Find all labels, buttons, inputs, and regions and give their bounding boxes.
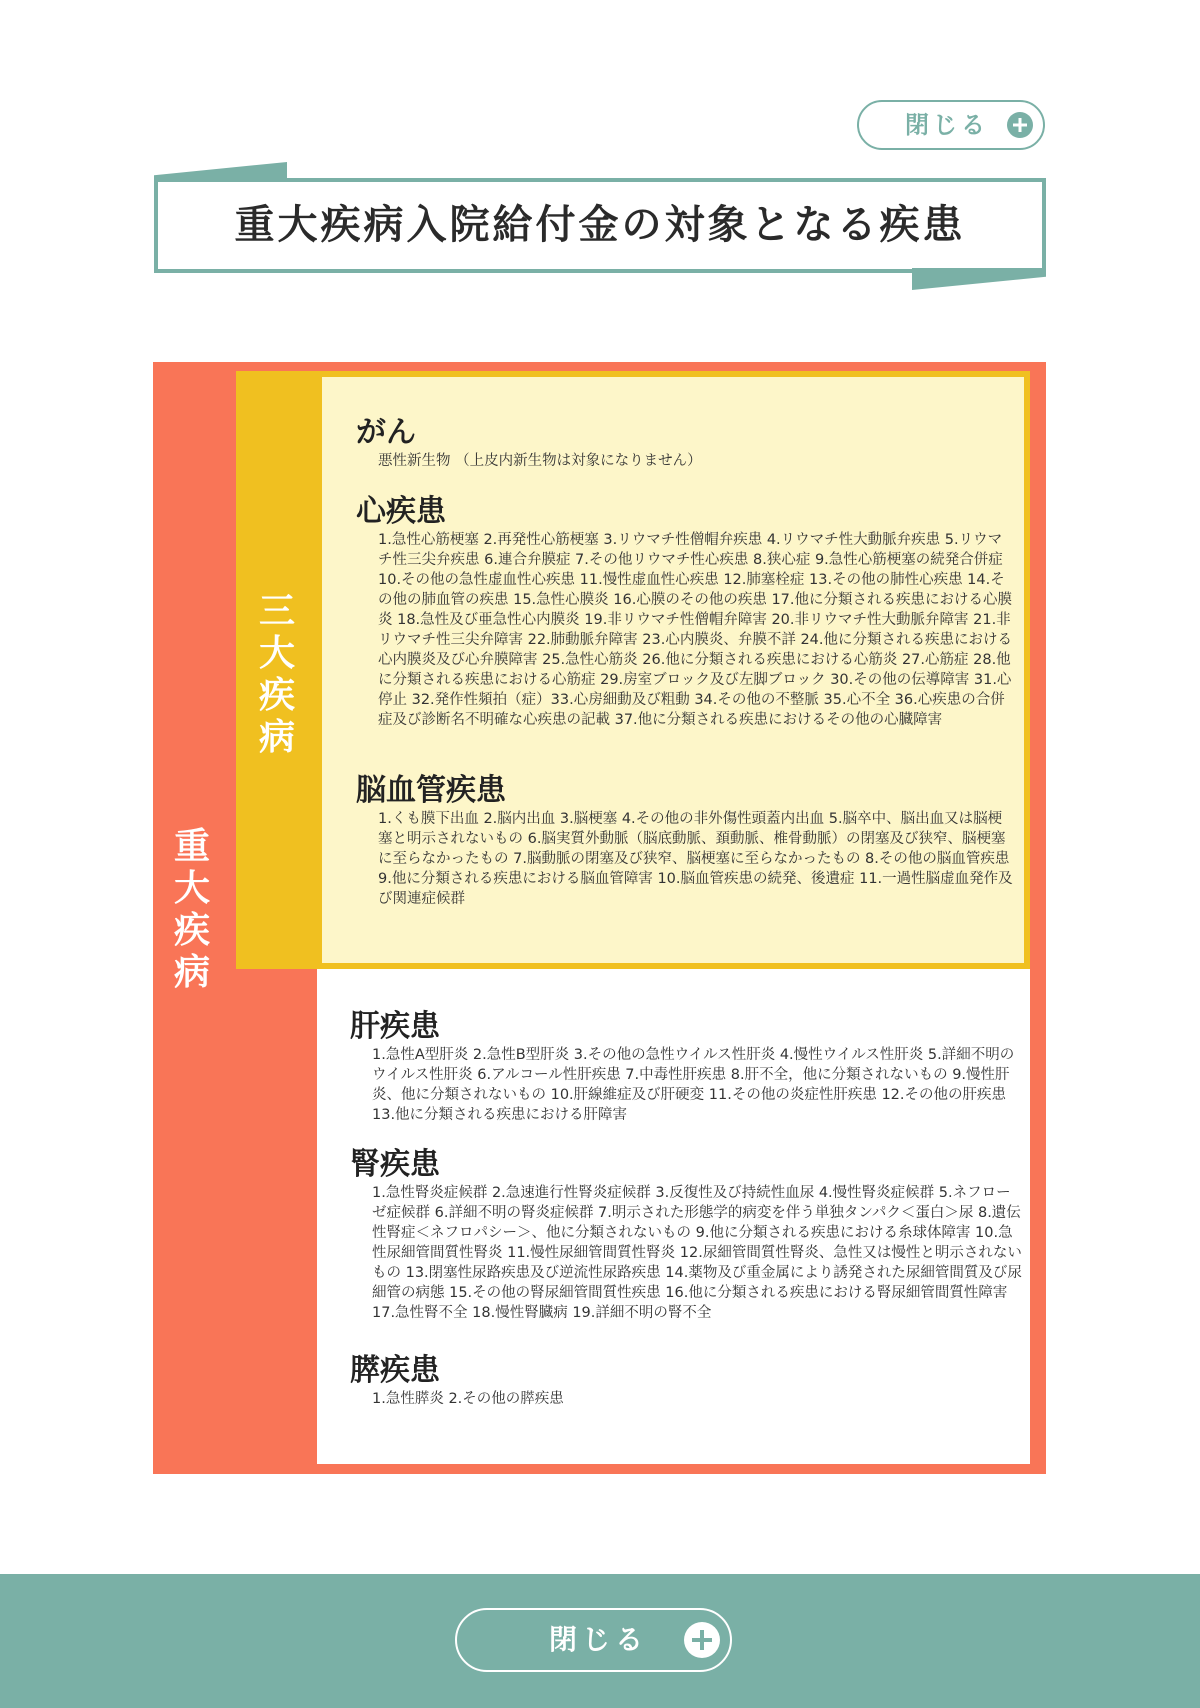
kidney-disease-section: [350, 1147, 1030, 1323]
serious-disease-panel: [153, 362, 1046, 1474]
banner-decoration-right: [912, 268, 1046, 290]
section-heading: 膵疾患: [350, 1353, 440, 1388]
three-major-disease-bar: [236, 371, 317, 969]
section-heading: 肝疾患: [350, 1009, 440, 1044]
section-text: 1.急性心筋梗塞 2.再発性心筋梗塞 3.リウマチ性僧帽弁疾患 4.リウマチ性大動脈弁疾患 5.リウマチ性三尖弁疾患 6.連合弁膜症 7.その他リウマチ性心疾患 8.狭心症 9.急性心筋梗塞の続発合併症 10.その他の急性虚血性心疾患 11.慢性虚血性心疾患 12.肺塞栓症 13.その他の肺性心疾患 14.その他の肺血管の疾患 15.急性心膜炎 16.心膜のその他の疾患 17.他に分類される疾患における心膜炎 18.急性及び亜急性心内膜炎 19.非リウマチ性僧帽弁障害 20.非リウマチ性大動脈弁障害 21.非リウマチ性三尖弁障害 22.肺動脈弁障害 23.心内膜炎、弁膜不詳 24.他に分類される疾患における心内膜炎及び心弁膜障害 25.急性心筋炎 26.他に分類される疾患における心筋炎 27.心筋症 28.他に分類される疾患における心筋症 29.房室ブロック及び左脚ブロック 30.その他の伝導障害 31.心停止 32.発作性頻拍（症）33.心房細動及び粗動 34.その他の不整脈 35.心不全 36.心疾患の合併症及び診断名不明確な心疾患の記載 37.他に分類される疾患におけるその他の心臓障害: [378, 532, 1013, 728]
close-button-label: 閉じる: [905, 111, 989, 139]
plus-circle-icon: [1007, 112, 1033, 138]
pancreas-disease-section: [350, 1353, 1030, 1409]
cerebrovascular-disease-section: [356, 773, 1024, 909]
section-text: 1.急性膵炎 2.その他の膵疾患: [372, 1391, 564, 1407]
close-button-label: 閉じる: [549, 1623, 649, 1656]
plus-circle-icon: [684, 1622, 720, 1658]
close-button-bottom[interactable]: [455, 1608, 732, 1672]
heart-disease-section: [356, 494, 1024, 730]
serious-disease-label: 重大疾病: [173, 826, 210, 993]
section-text: 悪性新生物 （上皮内新生物は対象になりません）: [378, 453, 702, 469]
section-heading: がん: [356, 415, 416, 450]
section-text: 1.急性A型肝炎 2.急性B型肝炎 3.その他の急性ウイルス性肝炎 4.慢性ウイルス性肝炎 5.詳細不明のウイルス性肝炎 6.アルコール性肝疾患 7.中毒性肝疾患 8.肝不全，他に分類されないもの 9.慢性肝炎、他に分類されないもの 10.肝線維症及び肝硬変 11.その他の炎症性肝疾患 12.その他の肝疾患 13.他に分類される疾患における肝障害: [372, 1047, 1015, 1123]
section-text: 1.くも膜下出血 2.脳内出血 3.脳梗塞 4.その他の非外傷性頭蓋内出血 5.脳卒中、脳出血又は脳梗塞と明示されないもの 6.脳実質外動脈（脳底動脈、頚動脈、椎骨動脈）の閉塞及び狭窄、脳梗塞に至らなかったもの 7.脳動脈の閉塞及び狭窄、脳梗塞に至らなかったもの 8.その他の脳血管疾患 9.他に分類される疾患における脳血管障害 10.脳血管疾患の続発、後遺症 11.一過性脳虚血発作及び関連症候群: [378, 811, 1013, 907]
section-heading: 脳血管疾患: [356, 773, 506, 808]
close-button-top[interactable]: [857, 100, 1045, 150]
three-major-disease-box: [316, 371, 1030, 969]
liver-disease-section: [350, 1009, 1030, 1125]
footer-bar: [0, 1574, 1200, 1708]
cancer-section: [356, 415, 1024, 471]
section-heading: 腎疾患: [350, 1147, 440, 1182]
other-disease-box: [317, 969, 1030, 1464]
section-heading: 心疾患: [356, 494, 446, 529]
three-major-disease-label: 三大疾病: [258, 591, 295, 758]
title-banner: [154, 178, 1046, 273]
page-title: 重大疾病入院給付金の対象となる疾患: [234, 202, 966, 248]
section-text: 1.急性腎炎症候群 2.急速進行性腎炎症候群 3.反復性及び持続性血尿 4.慢性腎炎症候群 5.ネフローゼ症候群 6.詳細不明の腎炎症候群 7.明示された形態学的病変を伴う単独タンパク＜蛋白＞尿 8.遺伝性腎症＜ネフロパシー＞、他に分類されないもの 9.他に分類される疾患における糸球体障害 10.急性尿細管間質性腎炎 11.慢性尿細管間質性腎炎 12.尿細管間質性腎炎、急性又は慢性と明示されないもの 13.閉塞性尿路疾患及び逆流性尿路疾患 14.薬物及び重金属により誘発された尿細管間質及び尿細管の病態 15.その他の腎尿細管間質性疾患 16.他に分類される疾患における腎尿細管間質性障害 17.急性腎不全 18.慢性腎臓病 19.詳細不明の腎不全: [372, 1185, 1022, 1321]
